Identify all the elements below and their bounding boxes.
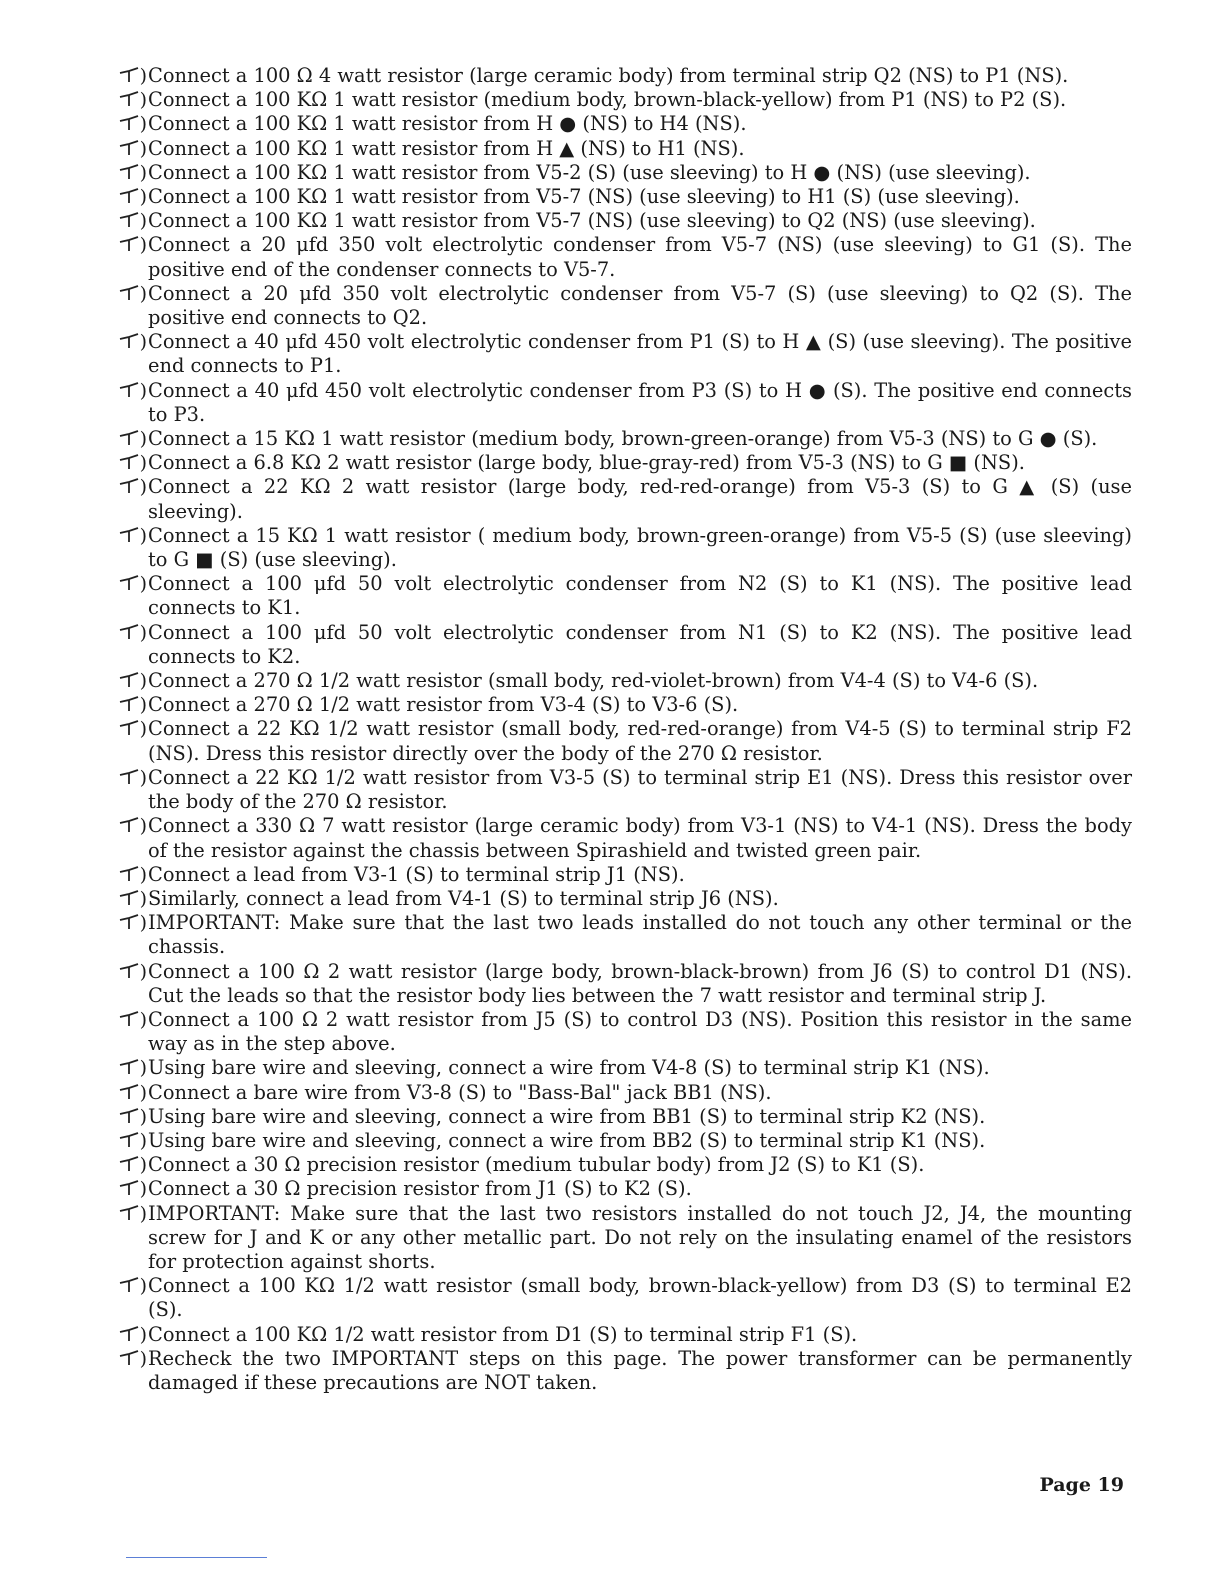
checkbox-close-paren: ) — [139, 210, 146, 233]
check-mark-icon — [118, 1129, 146, 1153]
step-item — [72, 1105, 1132, 1129]
checkbox-close-paren: ) — [139, 452, 146, 475]
checkbox-close-paren: ) — [139, 1347, 146, 1370]
step-text: Using bare wire and sleeving, connect a wire from BB2 (S) to terminal strip K1 (NS). — [148, 1128, 986, 1152]
check-mark-icon — [118, 379, 146, 403]
checkbox-close-paren: ) — [139, 1275, 146, 1298]
checkbox-close-paren: ) — [139, 912, 146, 935]
check-icon — [118, 1009, 140, 1031]
step-checkbox[interactable] — [72, 621, 148, 645]
check-mark-icon — [118, 282, 146, 306]
step-item — [72, 451, 1132, 475]
check-mark-icon — [118, 88, 146, 112]
checkbox-close-paren: ) — [139, 186, 146, 209]
step-text: IMPORTANT: Make sure that the last two leads installed do not touch any other terminal or the chassis. — [148, 911, 1132, 959]
step-item — [72, 766, 1132, 814]
step-text: IMPORTANT: Make sure that the last two resistors installed do not touch J2, J4, the mounting screw for J and K or any other metallic part. Do not rely on the insulating enamel of the resistors for protection against shorts. — [148, 1201, 1132, 1273]
checkbox-close-paren: ) — [139, 379, 146, 402]
checkbox-close-paren: ) — [139, 1057, 146, 1080]
check-icon — [118, 1275, 140, 1297]
check-mark-icon — [118, 887, 146, 911]
check-icon — [118, 1348, 140, 1370]
step-text: Connect a 100 KΩ 1/2 watt resistor (small body, brown-black-yellow) from D3 (S) to terminal E2 (S). — [148, 1274, 1132, 1322]
step-text: Connect a 15 KΩ 1 watt resistor (medium body, brown-green-orange) from V5-3 (NS) to G ● (S). — [148, 427, 1098, 451]
step-text: Connect a 40 μfd 450 volt electrolytic condenser from P1 (S) to H ▲ (S) (use sleeving). The positive end connects to P1. — [148, 330, 1132, 378]
step-text: Connect a lead from V3-1 (S) to terminal strip J1 (NS). — [148, 862, 685, 886]
step-checkbox[interactable] — [72, 1153, 148, 1177]
bottom-rule — [126, 1557, 267, 1558]
step-text: Connect a 270 Ω 1/2 watt resistor (small body, red-violet-brown) from V4-4 (S) to V4-6 (S). — [148, 669, 1039, 693]
step-checkbox[interactable] — [72, 1008, 148, 1032]
checkbox-close-paren: ) — [139, 718, 146, 741]
check-mark-icon — [118, 1202, 146, 1226]
check-mark-icon — [118, 863, 146, 887]
step-checkbox[interactable] — [72, 1177, 148, 1201]
check-mark-icon — [118, 161, 146, 185]
step-text: Connect a 40 μfd 450 volt electrolytic condenser from P3 (S) to H ● (S). The positive end connects to P3. — [148, 378, 1132, 426]
step-text: Connect a 100 KΩ 1 watt resistor from V5-2 (S) (use sleeving) to H ● (NS) (use sleeving). — [148, 160, 1031, 184]
check-icon — [118, 1082, 140, 1104]
step-checkbox[interactable] — [72, 64, 148, 88]
step-item — [72, 185, 1132, 209]
check-icon — [118, 1106, 140, 1128]
step-checkbox[interactable] — [72, 1347, 148, 1371]
check-mark-icon — [118, 1008, 146, 1032]
step-item — [72, 475, 1132, 523]
check-icon — [118, 767, 140, 789]
check-mark-icon — [118, 233, 146, 257]
step-text: Connect a 100 Ω 2 watt resistor from J5 (S) to control D3 (NS). Position this resistor in the same way as in the step above. — [148, 1007, 1132, 1056]
step-text: Connect a 20 μfd 350 volt electrolytic condenser from V5-7 (NS) (use sleeving) to G1 (S). The positive end of the condenser connects to V5-7. — [148, 233, 1132, 281]
checkbox-close-paren: ) — [139, 670, 146, 693]
check-mark-icon — [118, 112, 146, 136]
step-text: Connect a 30 Ω precision resistor from J1 (S) to K2 (S). — [148, 1177, 692, 1201]
check-icon — [118, 622, 140, 644]
step-text: Connect a 100 KΩ 1 watt resistor from H ● (NS) to H4 (NS). — [148, 112, 747, 136]
step-text: Connect a 22 KΩ 1/2 watt resistor (small body, red-red-orange) from V4-5 (S) to terminal strip F2 (NS). Dress this resistor directly over the body of the 270 Ω resistor. — [148, 717, 1132, 765]
step-item — [72, 88, 1132, 112]
checkbox-close-paren: ) — [139, 815, 146, 838]
step-text: Connect a 330 Ω 7 watt resistor (large ceramic body) from V3-1 (NS) to V4-1 (NS). Dress the body of the resistor against the chassis between Spirashield and twisted green pair. — [148, 814, 1132, 862]
step-text: Using bare wire and sleeving, connect a wire from V4-8 (S) to terminal strip K1 (NS). — [148, 1056, 990, 1080]
checkbox-close-paren: ) — [139, 113, 146, 136]
step-text: Connect a 100 μfd 50 volt electrolytic condenser from N2 (S) to K1 (NS). The positive lead connects to K1. — [148, 572, 1132, 620]
check-icon — [118, 234, 140, 256]
step-text: Connect a 30 Ω precision resistor (medium tubular body) from J2 (S) to K1 (S). — [148, 1153, 925, 1177]
step-text: Connect a 100 KΩ 1 watt resistor from V5-7 (NS) (use sleeving) to H1 (S) (use sleeving). — [148, 185, 1020, 209]
step-item — [72, 427, 1132, 451]
step-item — [72, 1202, 1132, 1275]
check-mark-icon — [118, 427, 146, 451]
step-item — [72, 282, 1132, 330]
check-mark-icon — [118, 209, 146, 233]
check-icon — [118, 573, 140, 595]
step-item — [72, 572, 1132, 620]
step-item — [72, 379, 1132, 427]
check-icon — [118, 525, 140, 547]
step-item — [72, 621, 1132, 669]
step-item — [72, 209, 1132, 233]
step-item — [72, 1153, 1132, 1177]
step-checkbox[interactable] — [72, 1056, 148, 1080]
step-item — [72, 233, 1132, 281]
step-checkbox[interactable] — [72, 887, 148, 911]
step-checkbox[interactable] — [72, 451, 148, 475]
check-icon — [118, 888, 140, 910]
step-item — [72, 1056, 1132, 1080]
check-mark-icon — [118, 960, 146, 984]
page-number: Page 19 — [1039, 1474, 1124, 1496]
check-mark-icon — [118, 330, 146, 354]
check-icon — [118, 961, 140, 983]
step-item — [72, 161, 1132, 185]
check-mark-icon — [118, 717, 146, 741]
step-text: Connect a 100 Ω 2 watt resistor (large body, brown-black-brown) from J6 (S) to control D1 (NS). Cut the leads so that the resistor body lies between the 7 watt resistor and terminal strip J. — [148, 959, 1132, 1007]
check-mark-icon — [118, 1347, 146, 1371]
step-text: Using bare wire and sleeving, connect a wire from BB1 (S) to terminal strip K2 (NS). — [148, 1104, 986, 1128]
step-checkbox[interactable] — [72, 330, 148, 354]
step-item — [72, 814, 1132, 862]
check-mark-icon — [118, 693, 146, 717]
step-checkbox[interactable] — [72, 161, 148, 185]
step-item — [72, 1347, 1132, 1395]
check-icon — [118, 815, 140, 837]
checkbox-close-paren: ) — [139, 960, 146, 983]
checkbox-close-paren: ) — [139, 573, 146, 596]
step-text: Recheck the two IMPORTANT steps on this page. The power transformer can be permanently damaged if these precautions are NOT taken. — [148, 1346, 1132, 1394]
check-icon — [118, 912, 140, 934]
step-checkbox[interactable] — [72, 88, 148, 112]
step-item — [72, 911, 1132, 959]
step-checkbox[interactable] — [72, 1274, 148, 1298]
step-item — [72, 64, 1132, 88]
step-checkbox[interactable] — [72, 669, 148, 693]
checkbox-close-paren: ) — [139, 766, 146, 789]
step-item — [72, 693, 1132, 717]
step-checkbox[interactable] — [72, 209, 148, 233]
checkbox-close-paren: ) — [139, 694, 146, 717]
checkbox-close-paren: ) — [139, 621, 146, 644]
check-icon — [118, 1130, 140, 1152]
step-text: Connect a 22 KΩ 2 watt resistor (large body, red-red-orange) from V5-3 (S) to G ▲ (S) (use sleeving). — [148, 475, 1132, 523]
step-item — [72, 137, 1132, 161]
step-text: Connect a 270 Ω 1/2 watt resistor from V3-4 (S) to V3-6 (S). — [148, 693, 739, 717]
step-checkbox[interactable] — [72, 379, 148, 403]
step-checkbox[interactable] — [72, 282, 148, 306]
checkbox-close-paren: ) — [139, 1008, 146, 1031]
checkbox-close-paren: ) — [139, 1105, 146, 1128]
checkbox-close-paren: ) — [139, 282, 146, 305]
step-text: Connect a 100 KΩ 1 watt resistor from V5-7 (NS) (use sleeving) to Q2 (NS) (use sleeving). — [148, 209, 1036, 233]
check-mark-icon — [118, 1056, 146, 1080]
step-item — [72, 1177, 1132, 1201]
checkbox-close-paren: ) — [139, 1178, 146, 1201]
step-checkbox[interactable] — [72, 1081, 148, 1105]
step-checkbox[interactable] — [72, 475, 148, 499]
check-icon — [118, 428, 140, 450]
check-mark-icon — [118, 669, 146, 693]
step-item — [72, 887, 1132, 911]
step-item — [72, 717, 1132, 765]
check-icon — [118, 89, 140, 111]
step-item — [72, 524, 1132, 572]
checkbox-close-paren: ) — [139, 428, 146, 451]
step-text: Connect a 100 KΩ 1 watt resistor (medium body, brown-black-yellow) from P1 (NS) to P2 (S). — [148, 88, 1067, 112]
check-icon — [118, 210, 140, 232]
check-mark-icon — [118, 451, 146, 475]
check-mark-icon — [118, 814, 146, 838]
step-item — [72, 330, 1132, 378]
step-item — [72, 1129, 1132, 1153]
step-checkbox[interactable] — [72, 1105, 148, 1129]
step-checkbox[interactable] — [72, 693, 148, 717]
step-item — [72, 1274, 1132, 1322]
step-list — [72, 64, 1132, 1395]
checkbox-close-paren: ) — [139, 476, 146, 499]
step-checkbox[interactable] — [72, 137, 148, 161]
step-checkbox[interactable] — [72, 427, 148, 451]
checkbox-close-paren: ) — [139, 1323, 146, 1346]
check-icon — [118, 1203, 140, 1225]
check-mark-icon — [118, 1323, 146, 1347]
check-icon — [118, 1154, 140, 1176]
step-checkbox[interactable] — [72, 960, 148, 984]
checkbox-close-paren: ) — [139, 137, 146, 160]
check-icon — [118, 718, 140, 740]
check-icon — [118, 476, 140, 498]
check-mark-icon — [118, 1274, 146, 1298]
check-icon — [118, 864, 140, 886]
step-checkbox[interactable] — [72, 1129, 148, 1153]
step-item — [72, 1081, 1132, 1105]
check-icon — [118, 1178, 140, 1200]
check-icon — [118, 138, 140, 160]
check-icon — [118, 331, 140, 353]
check-mark-icon — [118, 185, 146, 209]
step-checkbox[interactable] — [72, 717, 148, 741]
step-checkbox[interactable] — [72, 1323, 148, 1347]
step-checkbox[interactable] — [72, 863, 148, 887]
checkbox-close-paren: ) — [139, 65, 146, 87]
check-icon — [118, 186, 140, 208]
checkbox-close-paren: ) — [139, 863, 146, 886]
check-icon — [118, 670, 140, 692]
check-icon — [118, 1324, 140, 1346]
check-mark-icon — [118, 524, 146, 548]
check-mark-icon — [118, 1177, 146, 1201]
checkbox-close-paren: ) — [139, 161, 146, 184]
step-text: Connect a 100 KΩ 1/2 watt resistor from D1 (S) to terminal strip F1 (S). — [148, 1322, 858, 1346]
step-checkbox[interactable] — [72, 524, 148, 548]
check-mark-icon — [118, 572, 146, 596]
check-mark-icon — [118, 64, 146, 88]
step-text: Connect a 100 Ω 4 watt resistor (large ceramic body) from terminal strip Q2 (NS) to P1 (NS). — [148, 64, 1069, 87]
checkbox-close-paren: ) — [139, 234, 146, 257]
step-item — [72, 1323, 1132, 1347]
check-icon — [118, 65, 140, 87]
step-checkbox[interactable] — [72, 911, 148, 935]
step-text: Connect a bare wire from V3-8 (S) to "Bass-Bal" jack BB1 (NS). — [148, 1080, 772, 1104]
check-mark-icon — [118, 1105, 146, 1129]
checkbox-close-paren: ) — [139, 1202, 146, 1225]
check-icon — [118, 452, 140, 474]
check-mark-icon — [118, 137, 146, 161]
step-text: Connect a 100 μfd 50 volt electrolytic condenser from N1 (S) to K2 (NS). The positive lead connects to K2. — [148, 620, 1132, 668]
check-mark-icon — [118, 475, 146, 499]
check-mark-icon — [118, 1153, 146, 1177]
step-text: Connect a 15 KΩ 1 watt resistor ( medium body, brown-green-orange) from V5-5 (S) (use sleeving) to G ■ (S) (use sleeving). — [148, 523, 1132, 572]
checkbox-close-paren: ) — [139, 331, 146, 354]
check-mark-icon — [118, 911, 146, 935]
check-mark-icon — [118, 1081, 146, 1105]
step-item — [72, 863, 1132, 887]
check-icon — [118, 694, 140, 716]
check-mark-icon — [118, 621, 146, 645]
step-checkbox[interactable] — [72, 185, 148, 209]
check-icon — [118, 380, 140, 402]
check-icon — [118, 1057, 140, 1079]
step-checkbox[interactable] — [72, 572, 148, 596]
step-checkbox[interactable] — [72, 766, 148, 790]
check-icon — [118, 113, 140, 135]
step-text: Connect a 6.8 KΩ 2 watt resistor (large body, blue-gray-red) from V5-3 (NS) to G ■ (NS). — [148, 451, 1025, 475]
check-icon — [118, 283, 140, 305]
step-checkbox[interactable] — [72, 233, 148, 257]
checkbox-close-paren: ) — [139, 524, 146, 547]
step-item — [72, 112, 1132, 136]
checkbox-close-paren: ) — [139, 1129, 146, 1152]
checkbox-close-paren: ) — [139, 89, 146, 112]
check-icon — [118, 162, 140, 184]
step-checkbox[interactable] — [72, 1202, 148, 1226]
step-item — [72, 1008, 1132, 1056]
checkbox-close-paren: ) — [139, 1154, 146, 1177]
step-text: Connect a 20 μfd 350 volt electrolytic condenser from V5-7 (S) (use sleeving) to Q2 (S). The positive end connects to Q2. — [148, 281, 1132, 330]
step-item — [72, 669, 1132, 693]
check-mark-icon — [118, 766, 146, 790]
step-checkbox[interactable] — [72, 112, 148, 136]
step-text: Connect a 22 KΩ 1/2 watt resistor from V3-5 (S) to terminal strip E1 (NS). Dress this resistor over the body of the 270 Ω resistor. — [148, 765, 1132, 814]
step-checkbox[interactable] — [72, 814, 148, 838]
checkbox-close-paren: ) — [139, 887, 146, 910]
step-text: Similarly, connect a lead from V4-1 (S) to terminal strip J6 (NS). — [148, 886, 779, 910]
step-text: Connect a 100 KΩ 1 watt resistor from H ▲ (NS) to H1 (NS). — [148, 136, 745, 160]
checkbox-close-paren: ) — [139, 1081, 146, 1104]
step-item — [72, 960, 1132, 1008]
